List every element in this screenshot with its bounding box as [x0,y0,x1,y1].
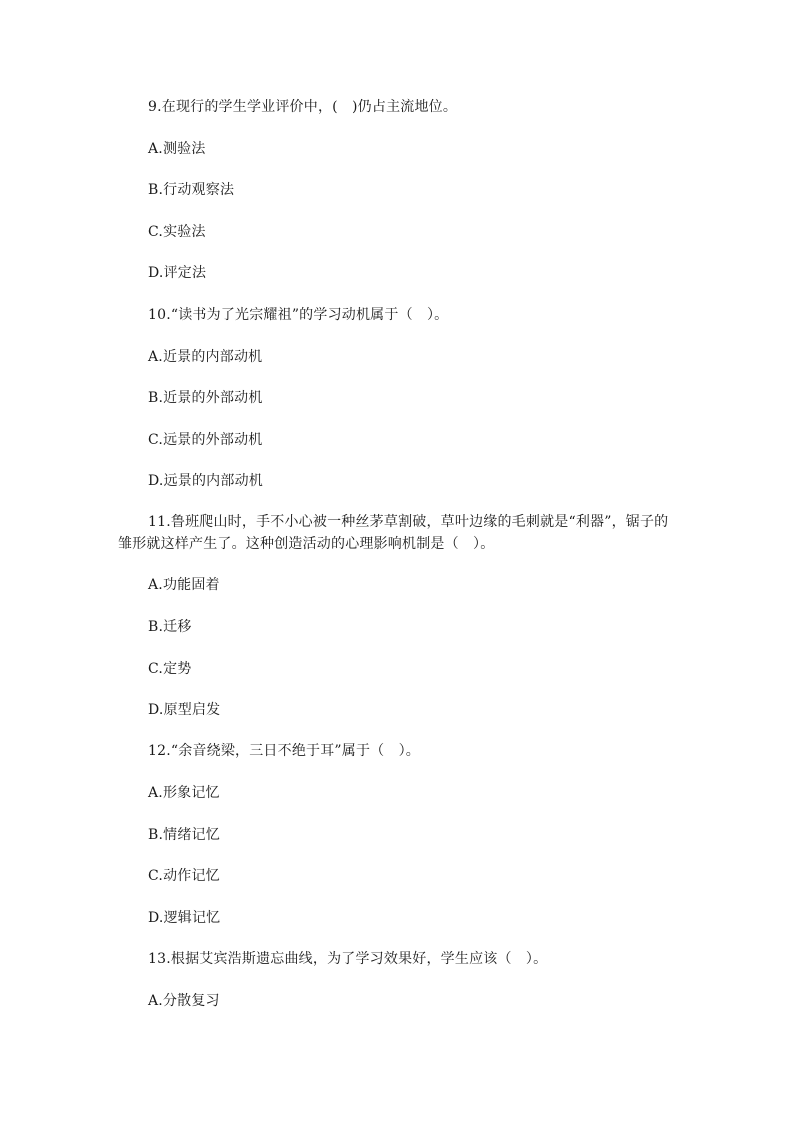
question-9-option-a: A.测验法 [148,141,206,157]
question-13-option-a: A.分散复习 [148,993,220,1009]
question-10-stem: 10.“读书为了光宗耀祖”的学习动机属于（ ）。 [148,307,449,323]
question-12-option-a: A.形象记忆 [148,785,220,801]
question-9-stem: 9.在现行的学生学业评价中，( )仍占主流地位。 [148,99,458,115]
question-9-option-c: C.实验法 [148,224,206,240]
question-11-option-b: B.迁移 [148,619,192,635]
question-11-option-d: D.原型启发 [148,702,221,718]
question-10-option-a: A.近景的内部动机 [148,349,263,365]
question-11-stem-line-2: 雏形就这样产生了。这种创造活动的心理影响机制是（ ）。 [118,536,495,552]
question-11-option-a: A.功能固着 [148,577,220,593]
question-10-option-d: D.远景的内部动机 [148,473,263,489]
question-9-option-b: B.行动观察法 [148,182,235,198]
question-10-option-c: C.远景的外部动机 [148,432,263,448]
question-10-option-b: B.近景的外部动机 [148,390,263,406]
question-11-stem-line-1: 11.鲁班爬山时，手不小心被一种丝茅草割破，草叶边缘的毛刺就是“利器”，锯子的 [148,514,669,530]
question-12-option-d: D.逻辑记忆 [148,910,221,926]
question-12-stem: 12.“余音绕梁，三日不绝于耳”属于（ ）。 [148,743,420,759]
question-12-option-b: B.情绪记忆 [148,827,220,843]
question-11-option-c: C.定势 [148,661,192,677]
question-12-option-c: C.动作记忆 [148,868,220,884]
question-13-stem: 13.根据艾宾浩斯遗忘曲线，为了学习效果好，学生应该（ ）。 [148,951,548,967]
question-9-option-d: D.评定法 [148,265,207,281]
